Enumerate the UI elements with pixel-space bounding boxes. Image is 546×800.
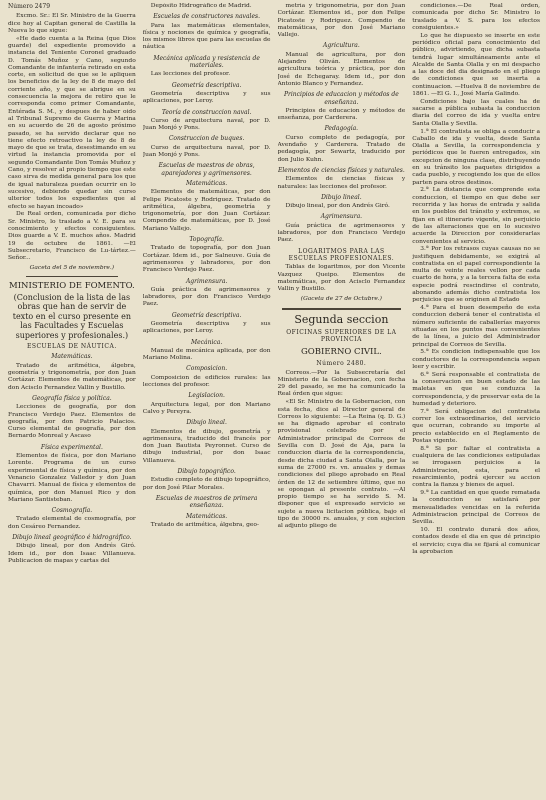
paragraph: Elementos de dibujo, geometría y agrimensura, traducido del francés por don Juan Bautista Peyronnet. Curso de dibujo industrial, por don Isaac Villanueva. (142, 428, 271, 464)
oficinas-heading: OFICINAS SUPERIORES DE LA PROVINCIA (286, 328, 397, 343)
paragraph: Curso completo de pedagogía, por Avendaño y Carderera. Tratado de pedagogía, por Sewartz, traducido por don Julio Kuhn. (277, 134, 406, 163)
subject-heading: Geometría descriptiva. (171, 311, 242, 319)
paragraph: 9.ª La cantidad en que quede rematada la conduccion se satisfará por mensualidades vencidas en la referida Administracion principal de Correos de Sevilla. (412, 490, 540, 526)
subject-heading: Construccion de buques. (168, 135, 245, 143)
page-header (8, 3, 136, 10)
numero-label: Número 2480. (316, 360, 367, 368)
caps-heading: LOGARITMOS PARA LAS ESCUELAS PROFESIONALES. (288, 247, 395, 262)
paragraph: Excmo. Sr.: El Sr. Ministro de la Guerra dice hoy al Capitan general de Castilla la Nueva lo que sigue: (8, 13, 136, 34)
paragraph: Curso de arquitectura naval, por D. Juan Monjó y Pons. (142, 117, 271, 132)
paragraph: Tratado de topografía, por don Juan Cortázar. Idem id., por Salneuve. Guía de agrimensores y labradores, por don Francisco Verdejo Paez. (142, 245, 271, 274)
paragraph: Para las matemáticas elementales, física y nociones de química y geografía, los mismos libros que para las escuelas de náutica (142, 22, 271, 51)
subject-heading: Dibujo lineal. (321, 193, 362, 201)
column-3 (278, 3, 406, 800)
subject-heading: Pedagogía. (324, 125, 359, 133)
subject-heading: Mecánica aplicada y resistencia de materiales. (153, 54, 260, 70)
paragraph: condiciones.—De Real órden, comunicada por dicho Sr. Ministro lo traslado a V. S. para los efectos consiguientes.» (412, 3, 540, 31)
subject-heading: Cosmografía. (51, 507, 93, 515)
subject-heading: Teoría de construccion naval. (161, 108, 252, 116)
paragraph: Elementos de física, por don Mariano Lorente. Programa de un curso experimental de física y química, por don Venancio Gonzalez Valledor y don Juan Chavarri. Manual de física y elementos de química, por don Manuel Rico y don Mariano Santisteban. (8, 453, 136, 503)
school-heading: Escuelas de maestros de obras, aparejadores y agrimensores. (158, 162, 255, 177)
paragraph: «El Sr. Ministro de la Gobernacion, con esta fecha, dice al Director general de Correos lo siguiente: —La Reina (q. D. G.) se ha dignado aprobar el contrato provisional celebrado por el Administrador principal de Correos de Sevilla con D. José de Aja, para la conduccion diaria de la correspondencia, desde dicha ciudad a Santa Olalla, por la suma de 27000 rs. vn. anuales y demas condiciones del pliego aprobado en Real órden de 12 de setiembre último, que no se opongan al presente contrato. —Al propio tiempo se ha servido S. M. disponer que el expresado servicio se sujete a nueva licitacion pública, bajo el tipo de 30000 rs. anuales, y con sujecion al adjunto pliego de (277, 399, 406, 530)
page-number: Número 2479 (8, 3, 51, 10)
ministry-heading: MINISTERIO DE FOMENTO. (8, 280, 135, 291)
subject-heading: Agricultura. (323, 42, 360, 50)
paragraph: Dibujo lineal, por don Andrés Giró. Idem id., por don Isaac Villanueva. Publicacion de mapas y cartas del (8, 543, 136, 564)
paragraph: Lo que he dispuesto se inserte en este periódico oficial para conocimiento del público, advirtiendo, que dicha subasta tendrá lugar simultáneamente ante el Alcalde de Santa Olalla y en mi despacho a las doce del dia designado en el pliego de condiciones que se inserta a continuacion. —Huelva 8 de noviembre de 1861. —El G. I., José María Galindo. (412, 32, 540, 98)
subject-heading: Matemáticas. (186, 179, 228, 187)
paragraph: 4.ª Para el buen desempeño de esta conduccion deberá tener el contratista el número suficiente de caballerías mayores situadas en los puntos mas convenientes de la línea, a juicio del Administrador principal de Correos de Sevilla. (412, 305, 540, 348)
gobierno-heading: GOBIERNO CIVIL. (300, 347, 382, 358)
paragraph: Geometría descriptiva y sus aplicaciones, por Leroy. (142, 320, 271, 335)
paragraph: Correos.—Por la Subsecretaría del Ministerio de la Gobernacion, con fecha 29 del pasado, se me ha comunicado la Real órden que sigue: (277, 369, 406, 398)
subject-heading: Legislacion. (188, 392, 225, 400)
paragraph: Elementos de ciencias físicas y naturales: las lecciones del profesor. (277, 176, 406, 190)
paragraph: 6.ª Será responsable el contratista de la conservacion en buen estado de las maletas en que se conduzca la correspondencia, y de preservar esta de la humedad y deterioro. (412, 371, 540, 408)
paragraph: Guía práctica de agrimensores y labradores, por don Francisco Verdejo Paez. (277, 222, 406, 244)
paragraph: Tratado de aritmética, álgebra, geo- (150, 521, 259, 528)
column-2 (143, 3, 271, 800)
subject-heading: Física experimental. (40, 443, 103, 451)
paragraph: De Real orden, comunicada por dicho Sr. Ministro, lo traslado a V. E. para su conocimiento y efectos consiguientes. Dios guarde a V. E. muchos años. Madrid 19 de octubre de 1861. —El Subsecretario, Francisco de Lu-tártez.—Señor... (8, 211, 136, 262)
paragraph: metría y trigonometría, por don Juan Cortázar. Elementos id., por don Felipe Picatoste y Rodriguez. Compendio de matemáticas, por don José Mariano Vallejo. (277, 3, 406, 39)
paragraph: Manual de mecánica aplicada, por don Mariano Molina. (142, 347, 271, 362)
paragraph: Lecciones de geografía, por don Francisco Verdejo Paez. Elementos de geografía, por don Patricio Palacios. Curso elemental de geografía, por don Bernardo Monreal y Ascaso (8, 404, 136, 440)
paragraph: Dibujo lineal, por don Andrés Giró. (285, 203, 390, 210)
subject-heading: Elementos de ciencias físicas y naturales. (277, 166, 405, 174)
paragraph: 3.ª Por los retrasos cuyas causas no se justifiquen debidamente, se exigirá al contratista en el papel correspondiente la multa de veinte reales vellon por cada cuarto de hora, y a la tercera falta de esta especie podrá rescindirse el contrato, abonando además dicho contratista los perjuicios que se originen al Estado (412, 246, 540, 304)
subject-heading: Geografía física y política. (32, 394, 112, 402)
paragraph: Curso de arquitectura naval, por D. Juan Monjó y Pons. (142, 144, 271, 159)
paragraph: Principios de educacion y métodos de enseñanza, por Carderera. (277, 107, 406, 122)
section-heading: Segunda seccion (294, 312, 389, 326)
subject-heading: Mecánica. (190, 338, 223, 346)
paragraph: 10. El contrato durará dos años, contados desde el dia en que dé principio el servicio; cuya dia se fijará al comunicar la aprobacion (412, 527, 540, 555)
column-1 (8, 3, 136, 800)
paragraph: Elementos de matemáticas, por don Felipe Picatoste y Rodriguez. Tratado de aritmética, álgebra, geometría y trigonometría, por don Juan Cortázar. Compendio de matemáticas, por D. José Mariano Vallejo. (142, 189, 271, 232)
gazette-date-2: (Gaceta de 27 de Octubre.) (300, 296, 382, 303)
gazette-date: Gaceta del 5 de noviembre.) (29, 265, 115, 272)
subject-heading: Agrimensura. (320, 213, 363, 221)
paragraph: Las lecciones del profesor. (150, 71, 231, 78)
paragraph: Tratado elemental de cosmografía, por don Cesáreo Fernandez. (8, 516, 136, 530)
paragraph: Guía práctica de agrimensores y labradores, por don Francisco Verdejo Paez. (142, 286, 271, 308)
column-4 (412, 3, 540, 800)
paragraph: 1.ª El contratista se obliga a conducir a Caballo de ida y vuelta, desde Santa Olalla a Sevilla, la correspondencia y periódicos que le fueren entregados, sin excepcion de ninguna clase, distribuyendo en su tránsito los paquetes dirigidos a cada pueblo, y recogiendo los que de ellos parten para otros destinos. (412, 128, 540, 186)
paragraph: Estudio completo de dibujo topográfico, por don José Pilar Morales. (142, 477, 271, 491)
conclusion-note: (Conclusion de la lista de las obras que han de servir de texto en el curso presente en las Facultades y Escuelas superiores y profesionales.) (12, 292, 132, 340)
subject-heading: Matemáticas. (51, 353, 93, 361)
subject-heading: Topografía. (189, 236, 224, 244)
paragraph: Tablas de logaritmos, por don Vicente Vazquez Queipo. Elementos de matemáticas, por don Acisclo Fernandez Vallin y Bustillo. (277, 264, 406, 293)
paragraph: Manual de agricultura, por don Alejandro Oliván. Elementos de agricultura teórica y práctica, por don José de Echegaray. Idem id., por don Antonio Blanco y Fernandez. (277, 51, 406, 87)
paragraph: Tratado de aritmética, álgebra, geometría y trigonometría, por don Juan Cortázar. Elementos de matemáticas, por don Acisclo Fernandez Vallin y Bustillo. (8, 362, 136, 391)
paragraph: Composicion de edificios rurales: las lecciones del profesor. (142, 374, 271, 389)
subject-heading: Dibujo lineal. (186, 419, 227, 427)
paragraph: Geometría descriptiva y sus aplicaciones, por Leroy. (142, 90, 271, 105)
paragraph: 8.ª Si por faltar el contratista a cualquiera de las condiciones estipuladas se irrogasen perjuicios a la Administracion, esta, para el resarcimiento, podrá ejercer su accion contra la fianza y bienes de aquel. (412, 445, 540, 489)
paragraph: 5.ª Es condicion indispensable que los conductores de la correspondencia sepan leer y escribir. (412, 349, 540, 371)
paragraph: 2.ª La distancia que comprende esta conduccion, el tiempo en que debe ser recorrida y las horas de entrada y salida en los pueblos del tránsito y extremos, se fijan en el itinerario vigente, sin perjuicio de las alteraciones que en lo sucesivo acuerde la Direccion por considerarlas convenientes al servicio. (412, 187, 540, 245)
subject-heading: Geometría descriptiva. (171, 81, 242, 89)
paragraph: Arquitectura legal, por don Mariano Calvo y Pereyra. (142, 401, 271, 415)
school-heading: Escuelas de maestros de primera enseñanza. (155, 494, 258, 510)
paragraph: Condiciones bajo las cuales ha de sacarse a pública subasta la conduccion diaria del correo de ida y vuelta entre Santa Olalla y Sevilla. (412, 98, 540, 127)
subject-heading: Principios de educacion y métodos de enseñanza. (283, 91, 399, 106)
paragraph: «He dado cuenta a la Reina (que Dios guarde) del expediente promovido a instancia del Teniente Coronel graduado D. Tomás Muñoz y Cano, segundo Comandante de infantería retirado en esta corte, en solicitud de que se le apliquen los beneficios de la ley de 8 de mayo del corriente año, y que se abrigue en su consecuencia la mejora de retiro que le corresponda como primer Comandante, Entérada S. M., y despues de haber oido al Tribunal Supremo de Guerra y Marina en su acuerdo de 26 de agosto próximo pasado, se ha servido declarar que no tiene efecto retroactivo la ley de 8 de mayo de que se trata, desestimando en su virtud la instancia promovida por el segundo Comandante Don Tomás Muñoz y Cano, y resolver al propio tiempo que este caso sirva de medida general para los que de igual naturaleza puedan ocurrir en lo sucesivo, debiendo quedar sin curso ulterior todos los expedientes que al efecto se hayan incoado» (8, 35, 136, 210)
paragraph: 7.ª Será obligacion del contratista correr los extraordinarios, del servicio que ocurran, cobrando su importe al precio establecido en el Reglamento de Postas vigente. (412, 408, 540, 445)
subject-heading: Dibujo topográfico. (177, 468, 236, 476)
subject-heading: Dibujo lineal geográfico é hidrográfico. (12, 534, 132, 542)
subject-heading: Composicion. (186, 365, 228, 373)
school-heading: ESCUELAS DE NÁUTICA. (26, 343, 117, 351)
paragraph: Depósito Hidrográfico de Madrid. (150, 3, 252, 9)
subject-heading: Matemáticas. (186, 512, 228, 520)
subject-heading: Escuelas de constructores navales. (153, 13, 260, 21)
subject-heading: Agrimensura. (185, 277, 228, 285)
